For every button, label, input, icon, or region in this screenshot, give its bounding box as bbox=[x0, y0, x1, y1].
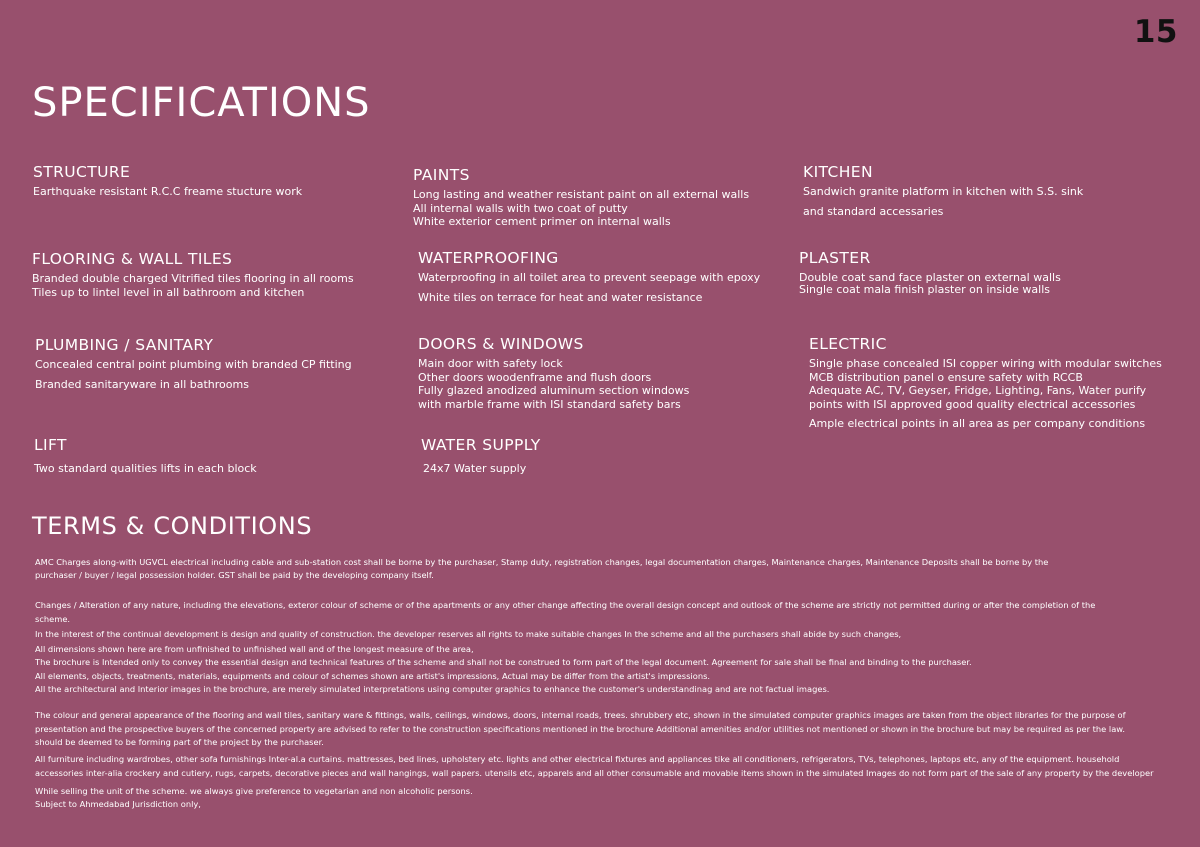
terms-title: TERMS & CONDITIONS bbox=[32, 512, 313, 540]
spec-line: Double coat sand face plaster on external walls bbox=[799, 271, 1061, 284]
terms-line: All furniture including wardrobes, other sofa furnishings Inter-al.a curtains. mattresses, bed lines, upholstery etc. lights and other electrical fixtures and appliances tike all conditioners, refrigerators, TVs, telephones, laptops etc, any of the equipment. household bbox=[35, 753, 1120, 764]
spec-line: Single coat mala finish plaster on inside walls bbox=[799, 282, 1050, 296]
terms-line: Changes / Alteration of any nature, including the elevations, exteror colour of scheme or of the apartments or any other change affecting the overall design concept and outlook of the scheme are strictly not permitted during or after the completion of the bbox=[35, 599, 1096, 610]
spec-kitchen bbox=[803, 163, 1083, 218]
spec-heading: PLASTER bbox=[799, 249, 871, 267]
spec-heading: FLOORING & WALL TILES bbox=[32, 250, 233, 268]
spec-water-supply bbox=[421, 436, 541, 476]
spec-line: Branded double charged Vitrified tiles flooring in all rooms bbox=[32, 272, 354, 285]
spec-line: Sandwich granite platform in kitchen with S.S. sink bbox=[803, 185, 1084, 198]
spec-line: Long lasting and weather resistant paint on all external walls bbox=[413, 188, 750, 201]
spec-line: and standard accessaries bbox=[803, 204, 944, 218]
spec-line: Other doors woodenframe and flush doors bbox=[418, 370, 652, 384]
page-title: SPECIFICATIONS bbox=[32, 80, 371, 126]
spec-line: Adequate AC, TV, Geyser, Fridge, Lighting, Fans, Water purify bbox=[809, 384, 1147, 397]
spec-heading: PAINTS bbox=[413, 166, 470, 184]
spec-heading: DOORS & WINDOWS bbox=[418, 335, 584, 353]
terms-line: purchaser / buyer / legal possession holder. GST shall be paid by the developing company itself. bbox=[35, 570, 434, 581]
spec-flooring bbox=[32, 250, 354, 299]
spec-line: Fully glazed anodized aluminum section windows bbox=[418, 384, 690, 397]
terms-line: Subject to Ahmedabad Jurisdiction only, bbox=[35, 799, 201, 810]
spec-waterproofing bbox=[418, 249, 760, 304]
spec-plumbing bbox=[35, 336, 352, 391]
spec-electric bbox=[809, 335, 1162, 431]
spec-line: points with ISI approved good quality electrical accessories bbox=[809, 397, 1136, 411]
spec-heading: WATER SUPPLY bbox=[421, 436, 541, 454]
spec-line: Branded sanitaryware in all bathrooms bbox=[35, 377, 249, 391]
spec-heading: PLUMBING / SANITARY bbox=[35, 336, 214, 354]
spec-line: Earthquake resistant R.C.C freame stucture work bbox=[33, 185, 303, 198]
spec-heading: KITCHEN bbox=[803, 163, 873, 181]
spec-lift bbox=[34, 436, 257, 476]
terms-line: All elements, objects, treatments, materials, equipments and colour of schemes shown are artist's impressions, Actual may be differ from the artist's impressions. bbox=[35, 670, 711, 681]
spec-line: 24x7 Water supply bbox=[423, 462, 527, 475]
terms-line: scheme. bbox=[35, 614, 71, 625]
terms-line: presentation and the prospective buyers of the concerned property are advised to refer to the construction specifications mentioned in the brochure Additional amenities and/or utilities not mentioned or shown in the brochure but may be required as per the law. bbox=[35, 724, 1125, 735]
terms-line: accessories inter-alia crockery and cutiery, rugs, carpets, decorative pieces and wall hangings, wall papers. utensils etc, apparels and all other consumable and movable items shown in the simulated Images do not form part of the sale of any property by the developer bbox=[35, 768, 1154, 779]
terms-line: The colour and general appearance of the flooring and wall tiles, sanitary ware & fittings, walls, ceilings, windows, doors, internal roads, trees. shrubbery etc, shown in the simulated computer graphics images are taken from the object librarles for the purpose of bbox=[35, 709, 1126, 720]
terms-line: should be deemed to be forming part of the project by the purchaser. bbox=[35, 737, 324, 748]
spec-plaster bbox=[799, 249, 1061, 296]
spec-line: White tiles on terrace for heat and water resistance bbox=[418, 290, 703, 304]
terms-line: AMC Charges along-with UGVCL electrical including cable and sub-station cost shall be borne by the purchaser, Stamp duty, registration changes, legal documentation charges, Maintenance charges, Maintenance Deposits shall be borne by the bbox=[35, 557, 1049, 567]
spec-line: Main door with safety lock bbox=[418, 357, 563, 370]
spec-line: Tiles up to lintel level in all bathroom and kitchen bbox=[32, 285, 305, 299]
spec-line: with marble frame with ISI standard safety bars bbox=[418, 397, 681, 411]
terms-line: The brochure is Intended only to convey the essential design and technical features of the scheme and shall not be construed to form part of the legal document. Agreement for sale shall be final and binding to the purchaser. bbox=[35, 657, 972, 668]
spec-line: Single phase concealed ISI copper wiring with modular switches bbox=[809, 357, 1162, 370]
spec-heading: WATERPROOFING bbox=[418, 249, 559, 267]
spec-line: Two standard qualities lifts in each block bbox=[34, 462, 257, 475]
page-number: 15 bbox=[1133, 14, 1178, 50]
terms-line: In the interest of the continual development is design and quality of construction. the developer reserves all rights to make suitable changes In the scheme and all the purchasers shall abide by such changes, bbox=[35, 628, 902, 639]
spec-paints bbox=[413, 166, 749, 229]
spec-structure bbox=[33, 163, 302, 199]
spec-line: White exterior cement primer on internal walls bbox=[413, 215, 671, 228]
terms-line: All dimensions shown here are from unfinished to unfinished wall and of the longest measure of the area, bbox=[35, 644, 474, 655]
spec-line: MCB distribution panel o ensure safety with RCCB bbox=[809, 370, 1083, 384]
spec-line: All internal walls with two coat of putty bbox=[413, 201, 628, 215]
terms-list bbox=[35, 556, 1195, 812]
terms-line: All the architectural and Interior images in the brochure, are merely simulated interpretations using computer graphics to enhance the customer's understandinag and are not factual images. bbox=[35, 684, 830, 695]
spec-line: Ample electrical points in all area as per company conditions bbox=[809, 417, 1146, 430]
spec-heading: LIFT bbox=[34, 436, 67, 454]
spec-doors-windows bbox=[418, 335, 689, 411]
terms-line: While selling the unit of the scheme. we always give preference to vegetarian and non alcoholic persons. bbox=[35, 785, 473, 796]
spec-line: Waterproofing in all toilet area to prevent seepage with epoxy bbox=[418, 271, 761, 284]
spec-heading: ELECTRIC bbox=[809, 335, 887, 353]
spec-line: Concealed central point plumbing with branded CP fitting bbox=[35, 358, 352, 371]
spec-heading: STRUCTURE bbox=[33, 163, 131, 181]
